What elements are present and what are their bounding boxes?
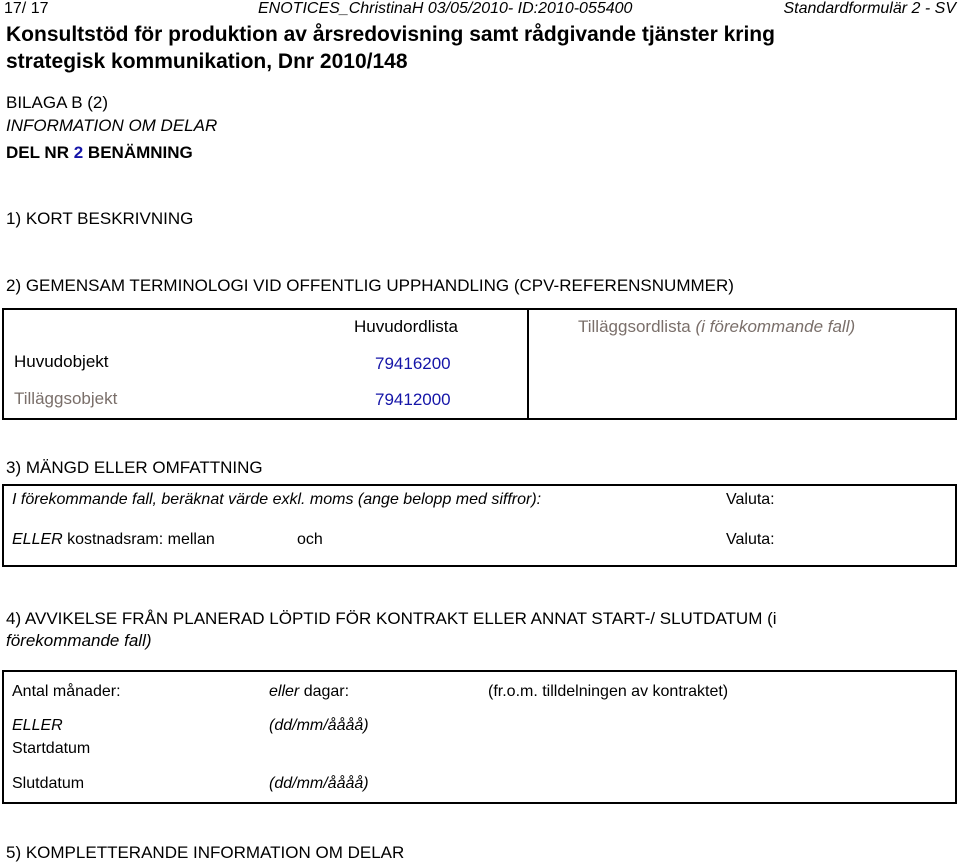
annex-subtitle: INFORMATION OM DELAR [6, 116, 218, 135]
currency-label-2: Valuta: [726, 531, 775, 548]
annex-label: BILAGA B (2) [6, 93, 109, 112]
form-name: Standardformulär 2 - SV [783, 0, 956, 17]
notice-date: 03/05/2010 [427, 0, 508, 17]
cpv-col-supp-note: (i förekommande fall) [695, 317, 856, 336]
cpv-row-main-value: 79416200 [375, 354, 451, 373]
page-number: 17/ 17 [4, 0, 49, 17]
cpv-col-main-header: Huvudordlista [354, 317, 458, 336]
end-date-format: (dd/mm/åååå) [269, 775, 369, 792]
or-label: ELLER [12, 717, 63, 734]
days-line [269, 683, 349, 701]
cpv-col-supp-header [578, 317, 855, 337]
cpv-col-supp-label: Tilläggsordlista [578, 317, 691, 336]
currency-label-1: Valuta: [726, 491, 775, 508]
part-suffix: BENÄMNING [87, 143, 193, 162]
section4-heading-line-2: förekommande fall) [6, 631, 152, 650]
cpv-row-supp-label: Tilläggsobjekt [14, 389, 118, 408]
title-line-2: strategisk kommunikation, Dnr 2010/148 [6, 50, 408, 73]
cpv-table-divider [527, 308, 529, 420]
title-line-1: Konsultstöd för produktion av årsredovisning samt rådgivande tjänster kring [6, 23, 775, 46]
months-label: Antal månader: [12, 683, 121, 700]
section1-heading: 1) KORT BESKRIVNING [6, 209, 194, 228]
cpv-row-main-label: Huvudobjekt [14, 352, 109, 371]
estimated-value-text: I förekommande fall, beräknat värde exkl. moms (ange belopp med siffror): [12, 491, 542, 508]
days-or: eller [269, 683, 300, 700]
notice-id [258, 0, 632, 18]
start-date-format: (dd/mm/åååå) [269, 717, 369, 734]
end-date-label: Slutdatum [12, 775, 85, 792]
cost-range-text: kostnadsram: mellan [67, 531, 215, 548]
start-date-label: Startdatum [12, 740, 91, 757]
cost-range-or: ELLER [12, 531, 63, 548]
estimated-value-line [12, 491, 541, 509]
cost-range-and: och [297, 531, 323, 548]
days-label: dagar: [303, 683, 350, 700]
part-number: 2 [73, 143, 84, 162]
section4-heading-line-1: 4) AVVIKELSE FRÅN PLANERAD LÖPTID FÖR KONTRAKT ELLER ANNAT START-/ SLUTDATUM (i [6, 609, 777, 628]
duration-box [2, 670, 957, 804]
section2-heading: 2) GEMENSAM TERMINOLOGI VID OFFENTLIG UPPHANDLING (CPV-REFERENSNUMMER) [6, 276, 734, 295]
cpv-row-supp-value: 79412000 [375, 390, 451, 409]
section5-heading: 5) KOMPLETTERANDE INFORMATION OM DELAR [6, 843, 405, 862]
cost-range-line [12, 531, 215, 549]
part-prefix: DEL NR [6, 143, 69, 162]
notice-id-suffix: - ID:2010-055400 [507, 0, 633, 17]
from-award-label: (fr.o.m. tilldelningen av kontraktet) [488, 683, 729, 700]
notice-id-prefix: ENOTICES_ChristinaH [258, 0, 424, 17]
section3-heading: 3) MÄNGD ELLER OMFATTNING [6, 458, 263, 477]
part-heading [6, 143, 193, 163]
